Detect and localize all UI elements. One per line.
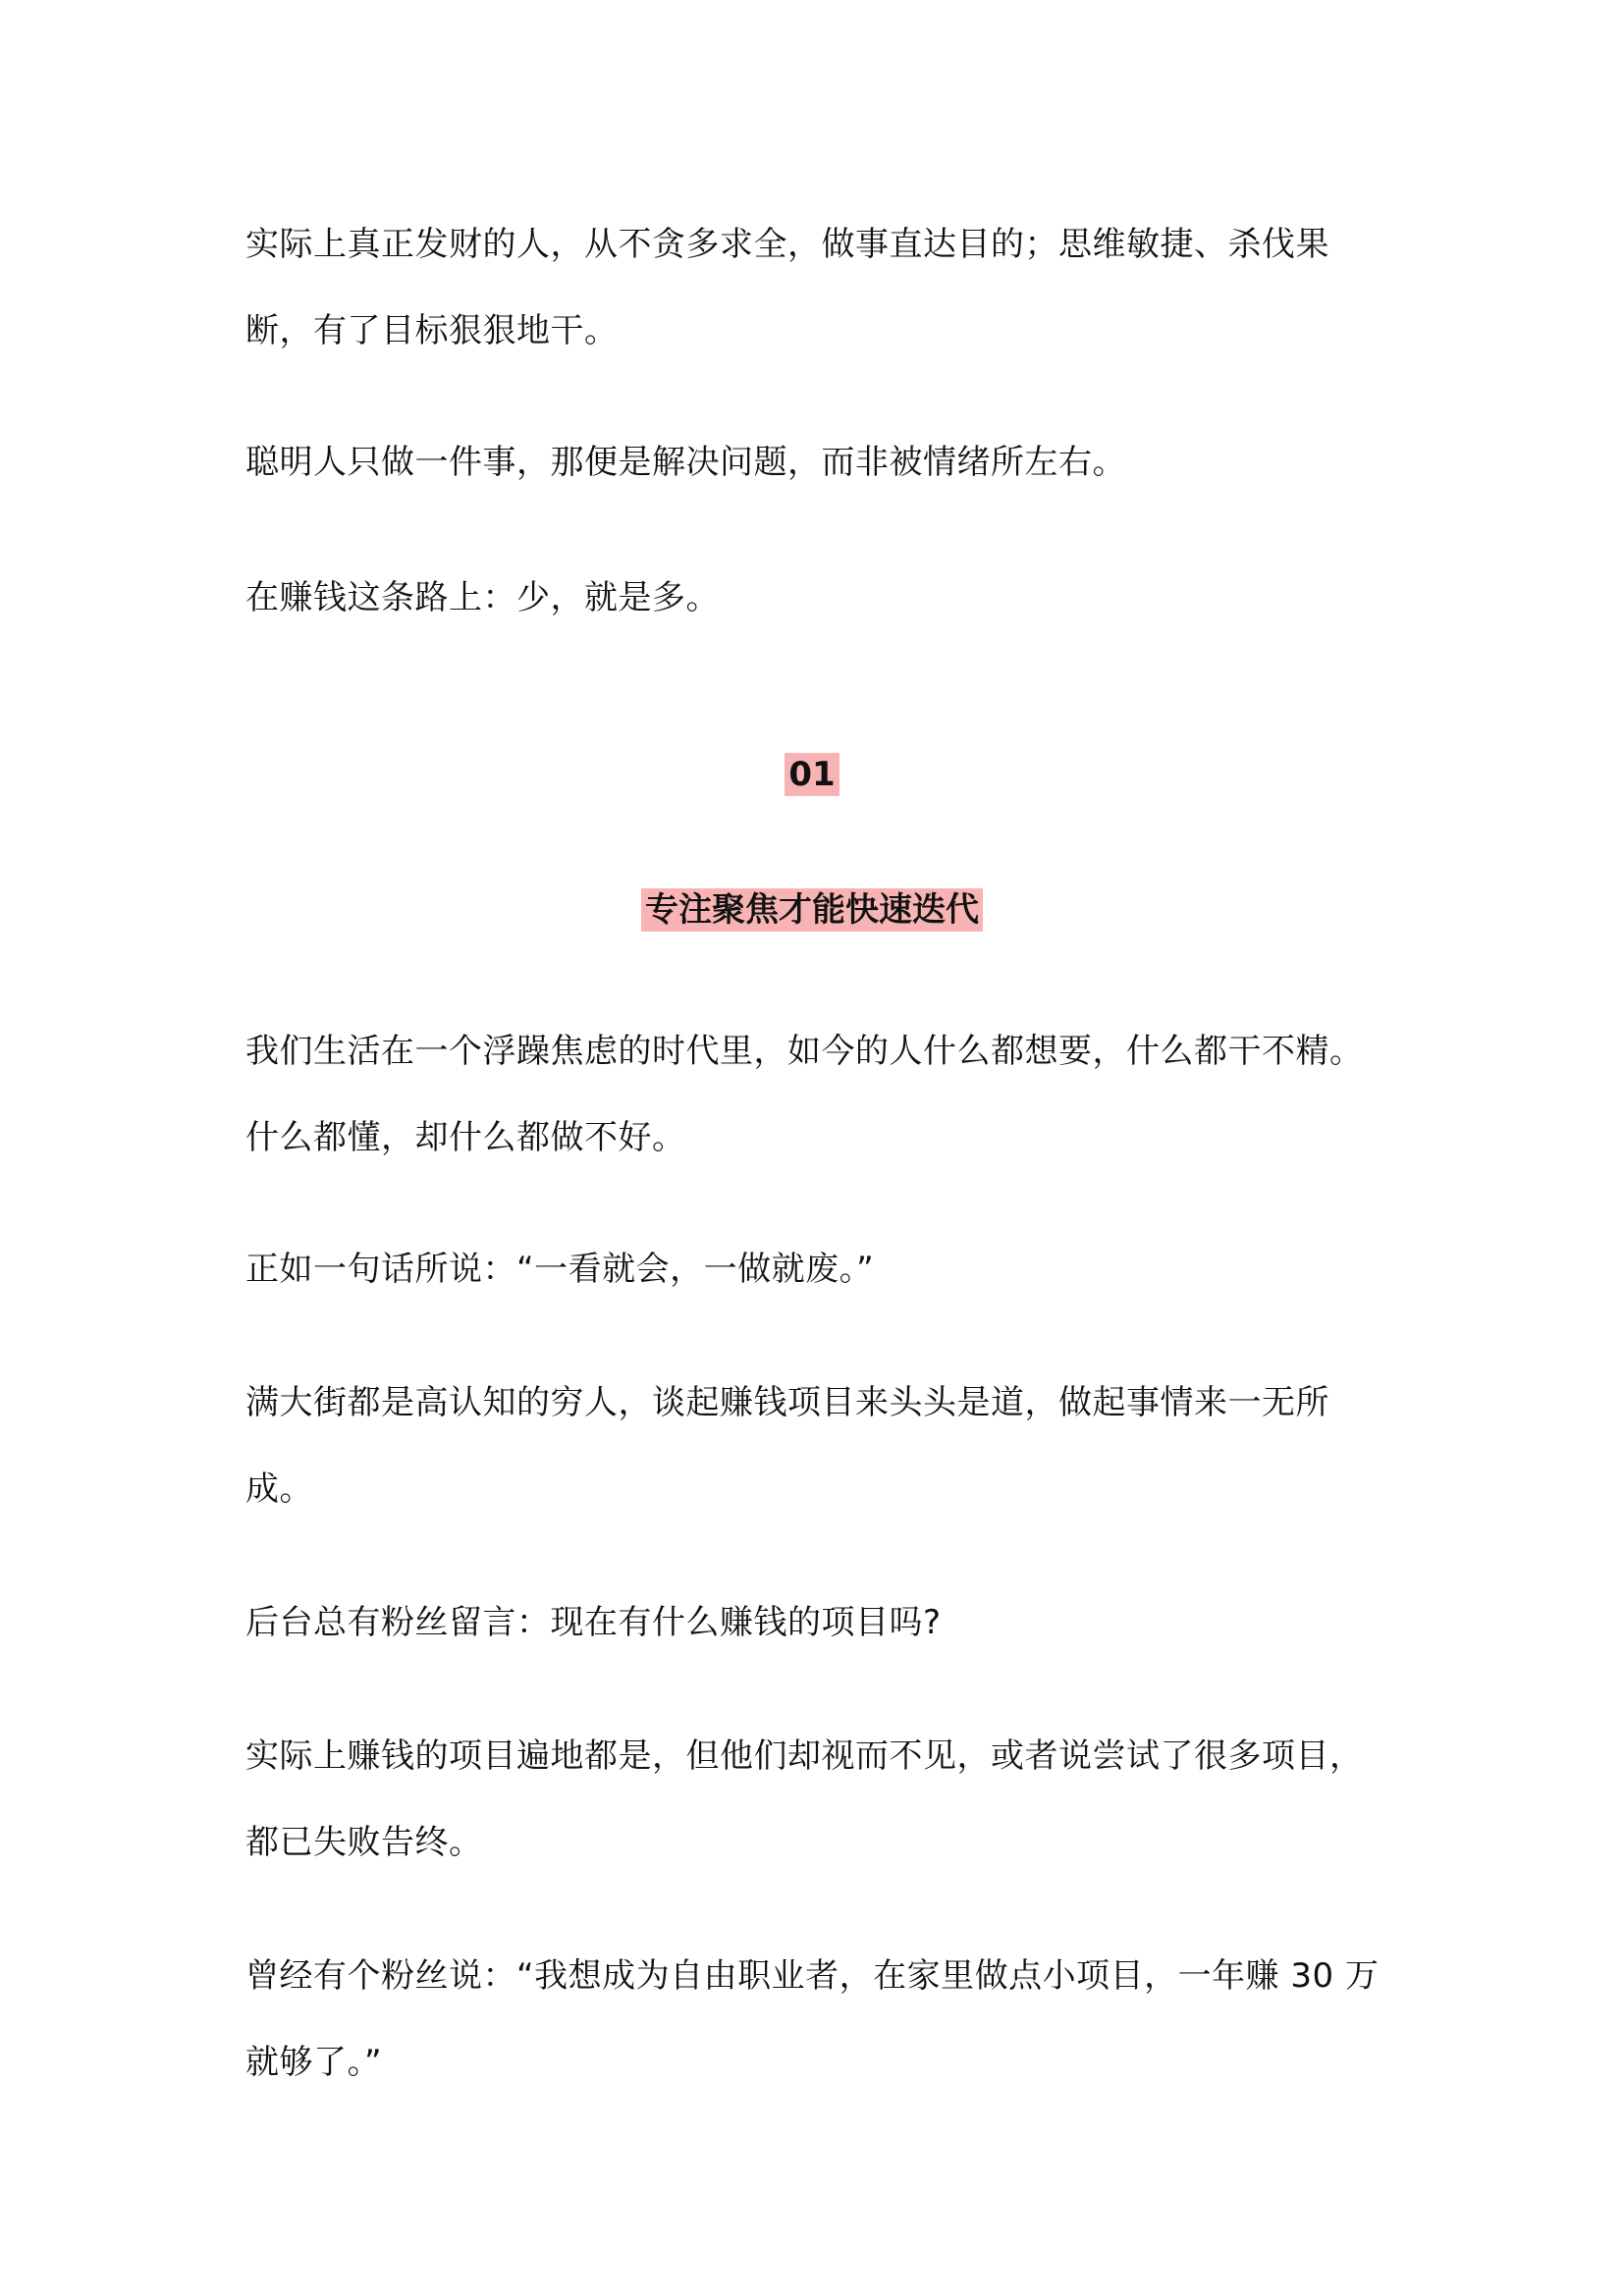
section-paragraph-3: 满大街都是高认知的穷人，谈起赚钱项目来头头是道，做起事情来一无所成。 xyxy=(245,1383,1329,1509)
paragraph-2: 聪明人只做一件事，那便是解决问题，而非被情绪所左右。 xyxy=(245,443,1126,482)
paragraph-3: 在赚钱这条路上：少，就是多。 xyxy=(245,578,720,617)
section-number-text: 01 xyxy=(785,753,839,796)
section-number xyxy=(0,749,1624,800)
section-paragraph-1: 我们生活在一个浮躁焦虑的时代里，如今的人什么都想要，什么都干不精。什么都懂，却什么都做不好。 xyxy=(245,1032,1364,1157)
section-paragraph-5: 实际上赚钱的项目遍地都是，但他们却视而不见，或者说尝试了很多项目，都已失败告终。 xyxy=(245,1736,1364,1862)
section-paragraph-4: 后台总有粉丝留言：现在有什么赚钱的项目吗? xyxy=(245,1603,942,1642)
paragraph-1: 实际上真正发财的人，从不贪多求全，做事直达目的；思维敏捷、杀伐果断，有了目标狠狠地干。 xyxy=(245,225,1329,350)
section-paragraph-6: 曾经有个粉丝说：“我想成为自由职业者，在家里做点小项目，一年赚 30 万就够了。” xyxy=(245,1956,1380,2082)
section-paragraph-2: 正如一句话所说：“一看就会，一做就废。” xyxy=(245,1250,875,1289)
section-title-text: 专注聚焦才能快速迭代 xyxy=(641,888,983,932)
section-title xyxy=(0,884,1624,935)
